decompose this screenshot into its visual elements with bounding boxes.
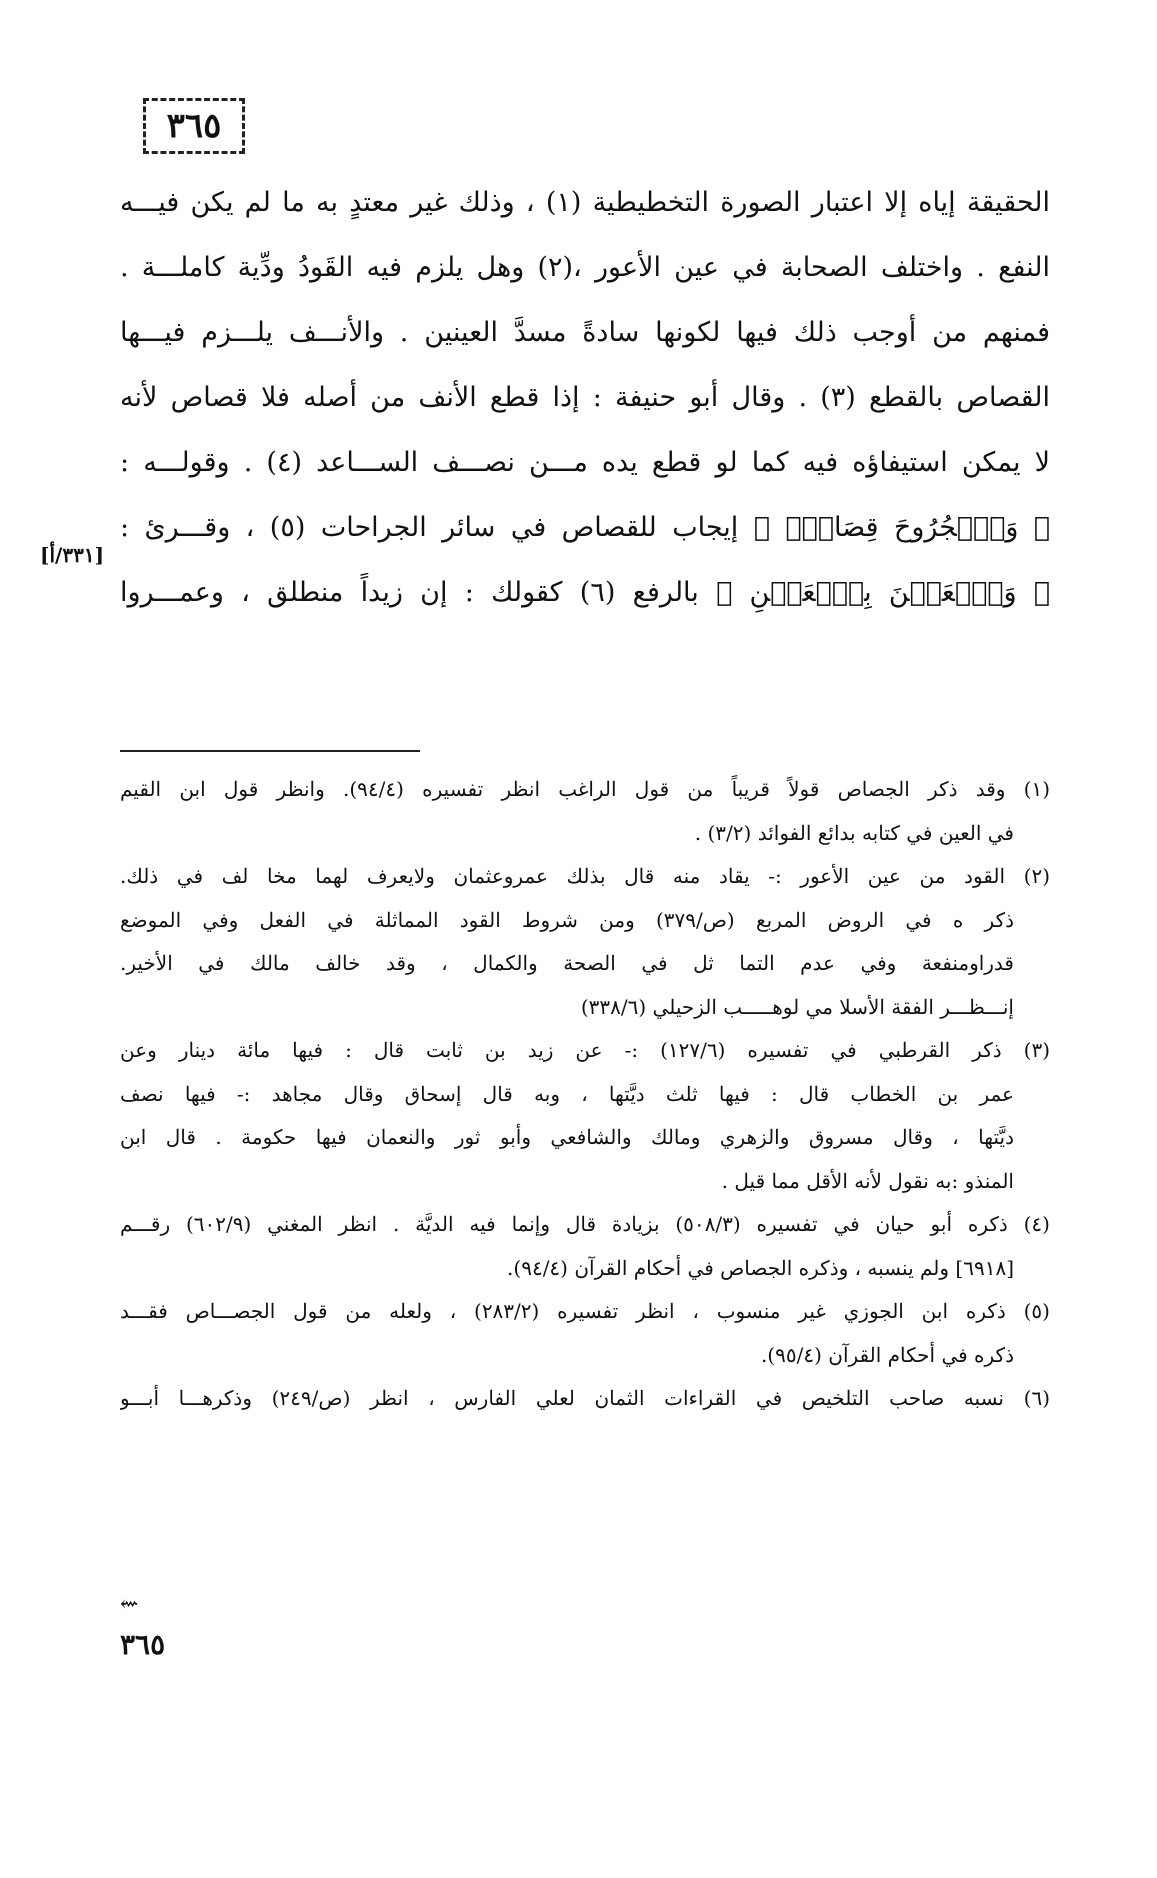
footnote-line: ذكر ه في الروض المربع (ص/٣٧٩) ومن شروط القود المماثلة في الفعل وفي الموضع: [120, 907, 1015, 932]
main-text: [120, 170, 1050, 625]
footnote-line: (١) وقد ذكر الجصاص قولاً قريباً من قول الراغب انظر تفسيره (٩٤/٤). وانظر قول ابن القيم: [120, 777, 1050, 801]
footnote-line: (٥) ذكره ابن الجوزي غير منسوب ، انظر تفسيره (٢٨٣/٢) ، ولعله من قول الجصـــاص فقـــد: [120, 1299, 1050, 1323]
footnote-line: المنذو :به نقول لأنه الأقل مما قيل .: [721, 1168, 1014, 1193]
footnote-line: قدراومنفعة وفي عدم التما ثل في الصحة والكمال ، وقد خالف مالك في الأخير.: [120, 951, 1014, 975]
footnote-line: (٦) نسبه صاحب التلخيص في القراءات الثمان لعلي الفارس ، انظر (ص/٢٤٩) وذكرهـــا أبـــو: [120, 1386, 1050, 1410]
page-number-box: [143, 98, 245, 154]
footnote-line: إنـــظـــر الفقة الأسلا مي لوهـــــب الزحيلي (٣٣٨/٦): [580, 994, 1014, 1019]
margin-reference: [٣٣١/أ]: [40, 543, 105, 567]
text-line: لا يمكن استيفاؤه فيه كما لو قطع يده مـــن نصـــف الســـاعد (٤) . وقولـــه :: [120, 447, 1050, 478]
footnote-line: (٤) ذكره أبو حيان في تفسيره (٥٠٨/٣) بزيادة قال وإنما فيه الديَّة . انظر المغني (٦٠٢/٩) رقـــم: [120, 1212, 1050, 1236]
text-line: الحقيقة إياه إلا اعتبار الصورة التخطيطية (١) ، وذلك غير معتدٍ به ما لم يكن فيـــه: [120, 187, 1050, 218]
continuation-mark: ⇜: [120, 1592, 139, 1617]
footnote-line: في العين في كتابه بدائع الفوائد (٣/٢) .: [694, 820, 1014, 845]
footnote-line: عمر بن الخطاب قال : فيها ثلث ديَّتها ، وبه قال إسحاق وقال مجاهد :- فيها نصف: [120, 1081, 1014, 1106]
text-line: ﴿ وَٱلۡجُرُوحَ قِصَاصٌۚ ﴾ إيجاب للقصاص في سائر الجراحات (٥) ، وقـــرئ :: [120, 512, 1050, 543]
text-line: فمنهم من أوجب ذلك فيها لكونها سادةً مسدَّ العينين . والأنـــف يلـــزم فيـــها: [120, 317, 1050, 348]
footnote-line: ذكره في أحكام القرآن (٩٥/٤).: [760, 1342, 1014, 1367]
footnote-divider: [120, 750, 420, 752]
footnote-line: ديَّتها ، وقال مسروق والزهري ومالك والشافعي وأبو ثور والنعمان فيها حكومة . قال ابن: [120, 1125, 1014, 1149]
footnote-line: [٦٩١٨] ولم ينسبه ، وذكره الجصاص في أحكام القرآن (٩٤/٤).: [507, 1255, 1014, 1280]
bottom-page-number: ٣٦٥: [120, 1628, 166, 1661]
text-line: القصاص بالقطع (٣) . وقال أبو حنيفة : إذا قطع الأنف من أصله فلا قصاص لأنه: [120, 382, 1050, 413]
footnote-line: (٣) ذكر القرطبي في تفسيره (١٢٧/٦) :- عن زيد بن ثابت قال : فيها مائة دينار وعن: [120, 1038, 1050, 1062]
text-line: ﴿ وَٱلۡعَيۡنَ بِٱلۡعَيۡنِ ﴾ بالرفع (٦) كقولك : إن زيداً منطلق ، وعمـــروا: [120, 577, 1050, 608]
footnote-line: (٢) القود من عين الأعور :- يقاد منه قال بذلك عمروعثمان ولايعرف لهما مخا لف في ذلك.: [120, 864, 1050, 888]
page-number: ٣٦٥: [166, 106, 222, 146]
footnotes: [120, 768, 1050, 1421]
text-line: النفع . واختلف الصحابة في عين الأعور ،(٢) وهل يلزم فيه القَودُ ودِّية كاملـــة .: [120, 252, 1050, 283]
